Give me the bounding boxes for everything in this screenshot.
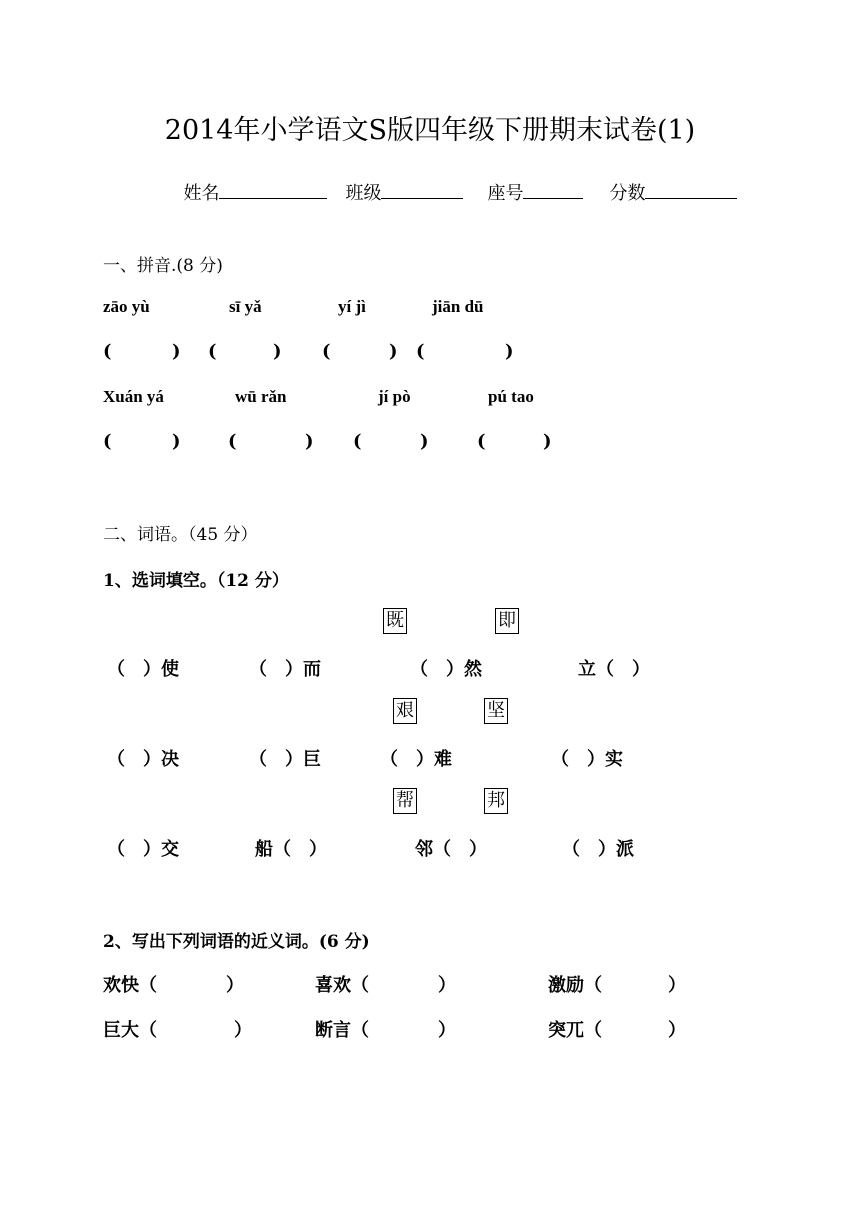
fill-blank-item[interactable]: （ ）然 bbox=[410, 659, 482, 680]
answer-paren-open: ( bbox=[322, 341, 331, 362]
answer-paren-close: ) bbox=[273, 341, 282, 362]
synonym-paren-close: ） bbox=[438, 975, 456, 996]
name-label: 姓名 bbox=[183, 183, 220, 204]
option-char-box: 即 bbox=[495, 608, 519, 634]
seat-field[interactable] bbox=[476, 158, 583, 205]
q2-heading: 2、写出下列词语的近义词。(6 分) bbox=[103, 932, 370, 952]
option-char-box: 帮 bbox=[393, 788, 417, 814]
answer-paren-close: ) bbox=[305, 431, 314, 452]
fill-blank-item[interactable]: （ ）实 bbox=[551, 749, 623, 770]
synonym-paren-close: ） bbox=[668, 1020, 686, 1041]
pinyin-item: zāo yù bbox=[103, 297, 150, 316]
class-label: 班级 bbox=[345, 183, 382, 204]
page-title: 2014年小学语文S版四年级下册期末试卷(1) bbox=[164, 115, 696, 146]
answer-paren-open: ( bbox=[477, 431, 486, 452]
answer-paren-open: ( bbox=[103, 341, 112, 362]
fill-blank-item[interactable]: （ ）决 bbox=[107, 749, 179, 770]
pinyin-item: pú tao bbox=[488, 387, 534, 406]
q1-heading: 1、选词填空。（12 分） bbox=[103, 571, 289, 591]
answer-paren-open: ( bbox=[103, 431, 112, 452]
synonym-paren-close: ） bbox=[438, 1020, 456, 1041]
answer-paren-open: ( bbox=[208, 341, 217, 362]
option-char-box: 坚 bbox=[484, 698, 508, 724]
seat-blank[interactable] bbox=[523, 180, 583, 199]
fill-blank-item[interactable]: （ ）交 bbox=[107, 839, 179, 860]
fill-blank-item[interactable]: （ ）巨 bbox=[249, 749, 321, 770]
synonym-paren-close: ） bbox=[226, 975, 244, 996]
fill-blank-item[interactable]: 立（ ） bbox=[578, 659, 650, 680]
synonym-word: 激励（ bbox=[548, 975, 602, 996]
name-field[interactable] bbox=[172, 158, 327, 205]
score-field[interactable] bbox=[598, 158, 737, 205]
section2-heading: 二、词语。（45 分） bbox=[103, 525, 258, 545]
pinyin-item: sī yǎ bbox=[229, 297, 262, 316]
score-label: 分数 bbox=[609, 183, 646, 204]
seat-label: 座号 bbox=[487, 183, 524, 204]
answer-paren-close: ) bbox=[420, 431, 429, 452]
answer-paren-close: ) bbox=[389, 341, 398, 362]
answer-paren-open: ( bbox=[416, 341, 425, 362]
pinyin-item: jiān dū bbox=[432, 297, 484, 316]
fill-blank-item[interactable]: （ ）使 bbox=[107, 659, 179, 680]
answer-paren-close: ) bbox=[172, 341, 181, 362]
pinyin-item: wū rǎn bbox=[235, 387, 287, 406]
pinyin-item: Xuán yá bbox=[103, 387, 164, 406]
fill-blank-item[interactable]: （ ）而 bbox=[249, 659, 321, 680]
option-char-box: 既 bbox=[383, 608, 407, 634]
score-blank[interactable] bbox=[645, 180, 737, 199]
name-blank[interactable] bbox=[219, 180, 327, 199]
answer-paren-open: ( bbox=[228, 431, 237, 452]
class-blank[interactable] bbox=[381, 180, 463, 199]
fill-blank-item[interactable]: 邻（ ） bbox=[415, 839, 487, 860]
pinyin-item: jí pò bbox=[378, 387, 411, 406]
answer-paren-close: ) bbox=[172, 431, 181, 452]
answer-paren-open: ( bbox=[353, 431, 362, 452]
section1-heading: 一、拼音.(8 分) bbox=[103, 256, 223, 276]
option-char-box: 艰 bbox=[393, 698, 417, 724]
fill-blank-item[interactable]: （ ）难 bbox=[380, 749, 452, 770]
answer-paren-close: ) bbox=[543, 431, 552, 452]
option-char-box: 邦 bbox=[484, 788, 508, 814]
synonym-word: 突兀（ bbox=[548, 1020, 602, 1041]
synonym-paren-close: ） bbox=[668, 975, 686, 996]
class-field[interactable] bbox=[334, 158, 463, 205]
pinyin-item: yí jì bbox=[338, 297, 366, 316]
synonym-word: 欢快（ bbox=[103, 975, 157, 996]
synonym-word: 断言（ bbox=[315, 1020, 369, 1041]
answer-paren-close: ) bbox=[505, 341, 514, 362]
synonym-word: 喜欢（ bbox=[315, 975, 369, 996]
synonym-paren-close: ） bbox=[234, 1020, 252, 1041]
fill-blank-item[interactable]: （ ）派 bbox=[562, 839, 634, 860]
synonym-word: 巨大（ bbox=[103, 1020, 157, 1041]
fill-blank-item[interactable]: 船（ ） bbox=[255, 839, 327, 860]
